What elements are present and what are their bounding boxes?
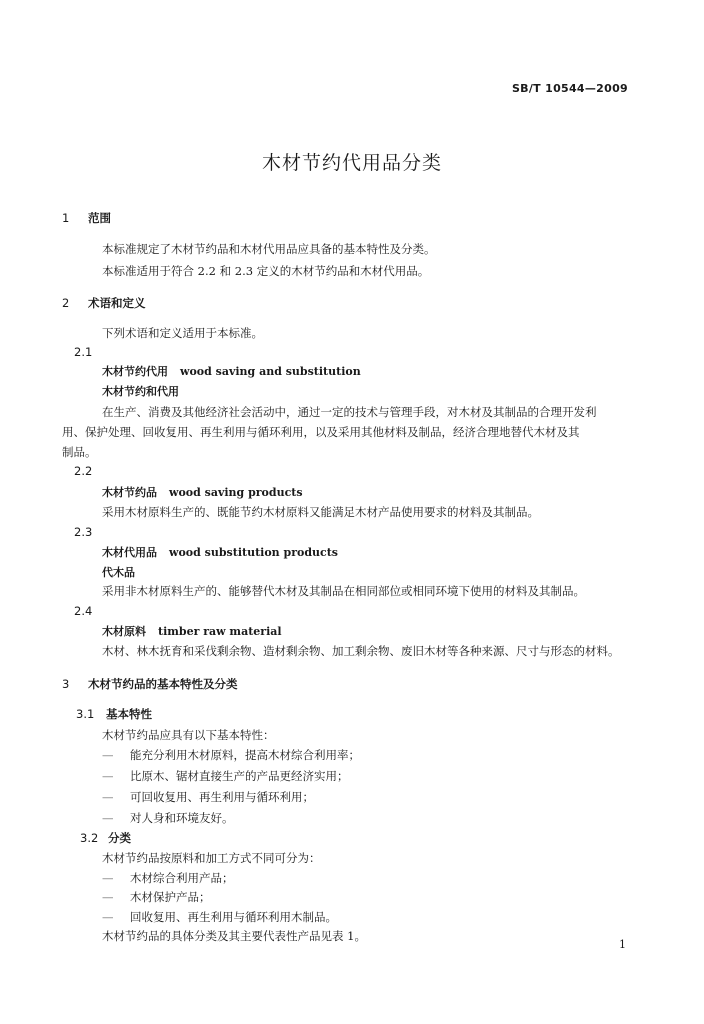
definition: 木材、林木抚育和采伐剩余物、造材剩余物、加工剩余物、废旧木材等各种来源、尺寸与形态的材料。 [102,644,620,658]
section-number: 2 [62,296,70,310]
clause-number: 2.4 [74,604,93,618]
term-en: timber raw material [158,625,282,638]
paragraph: 木材节约品按原料和加工方式不同可分为： [102,851,321,865]
dash-marker: — [102,811,114,825]
paragraph: 本标准规定了木材节约品和木材代用品应具备的基本特性及分类。 [102,242,436,256]
term-en: wood saving products [169,486,303,499]
dash-marker: — [102,890,114,904]
section-number: 1 [62,211,70,225]
term-heading [102,484,303,500]
term-heading [102,363,361,379]
list-item-text: 回收复用、再生利用与循环利用木制品。 [130,910,337,924]
list-item [102,889,211,905]
term-en: wood substitution products [169,546,338,559]
clause-number: 2.3 [74,525,93,539]
list-item-text: 木材保护产品； [130,890,211,904]
section-2-heading [62,295,146,311]
term-en: wood saving and substitution [180,365,361,378]
paragraph: 本标准适用于符合 2.2 和 2.3 定义的木材节约品和木材代用品。 [102,264,430,278]
definition-line: 制品。 [62,445,97,459]
term-heading [102,623,282,639]
subsection-title: 分类 [108,831,131,845]
subsection-number: 3.2 [80,831,99,845]
list-item [102,909,337,925]
standard-number: SB/T 10544—2009 [511,82,628,95]
term-zh: 木材代用品 [102,546,157,559]
section-1-heading [62,210,111,226]
subsection-title: 基本特性 [106,707,152,721]
section-number: 3 [62,677,70,691]
paragraph: 木材节约品的具体分类及其主要代表性产品见表 1。 [102,929,366,943]
clause-number: 2.2 [74,464,93,478]
term-zh: 木材原料 [102,625,146,638]
list-item-text: 木材综合利用产品； [130,871,234,885]
definition-line: 用、保护处理、回收复用、再生利用与循环利用，以及采用其他材料及制品，经济合理地替代木材及其 [62,425,580,439]
subsection-3-2-heading [80,830,131,846]
section-title: 范围 [88,211,111,225]
section-title: 术语和定义 [88,296,146,310]
list-item [102,747,360,763]
list-item-text: 比原木、锯材直接生产的产品更经济实用； [130,769,349,783]
definition-line: 在生产、消费及其他经济社会活动中，通过一定的技术与管理手段，对木材及其制品的合理开发利 [102,405,597,419]
subsection-number: 3.1 [76,707,95,721]
document-title: 木材节约代用品分类 [261,152,442,174]
list-item [102,870,234,886]
page-number: 1 [619,938,626,951]
section-title: 木材节约品的基本特性及分类 [88,677,238,691]
dash-marker: — [102,910,114,924]
definition: 采用非木材原料生产的、能够替代木材及其制品在相同部位或相同环境下使用的材料及其制品。 [102,584,585,598]
list-item [102,768,349,784]
list-item-text: 可回收复用、再生利用与循环利用； [130,790,314,804]
paragraph: 木材节约品应具有以下基本特性： [102,728,275,742]
dash-marker: — [102,790,114,804]
dash-marker: — [102,871,114,885]
dash-marker: — [102,748,114,762]
paragraph: 下列术语和定义适用于本标准。 [102,326,263,340]
term-alternative: 代木品 [102,566,135,579]
list-item [102,789,314,805]
clause-number: 2.1 [74,345,93,359]
definition: 采用木材原料生产的、既能节约木材原料又能满足木材产品使用要求的材料及其制品。 [102,505,539,519]
subsection-3-1-heading [76,706,152,722]
section-3-heading [62,676,238,692]
term-alternative: 木材节约和代用 [102,385,179,398]
dash-marker: — [102,769,114,783]
list-item-text: 对人身和环境友好。 [130,811,234,825]
term-zh: 木材节约代用 [102,365,168,378]
list-item [102,810,234,826]
term-zh: 木材节约品 [102,486,157,499]
term-heading [102,544,338,560]
list-item-text: 能充分利用木材原料，提高木材综合利用率； [130,748,360,762]
